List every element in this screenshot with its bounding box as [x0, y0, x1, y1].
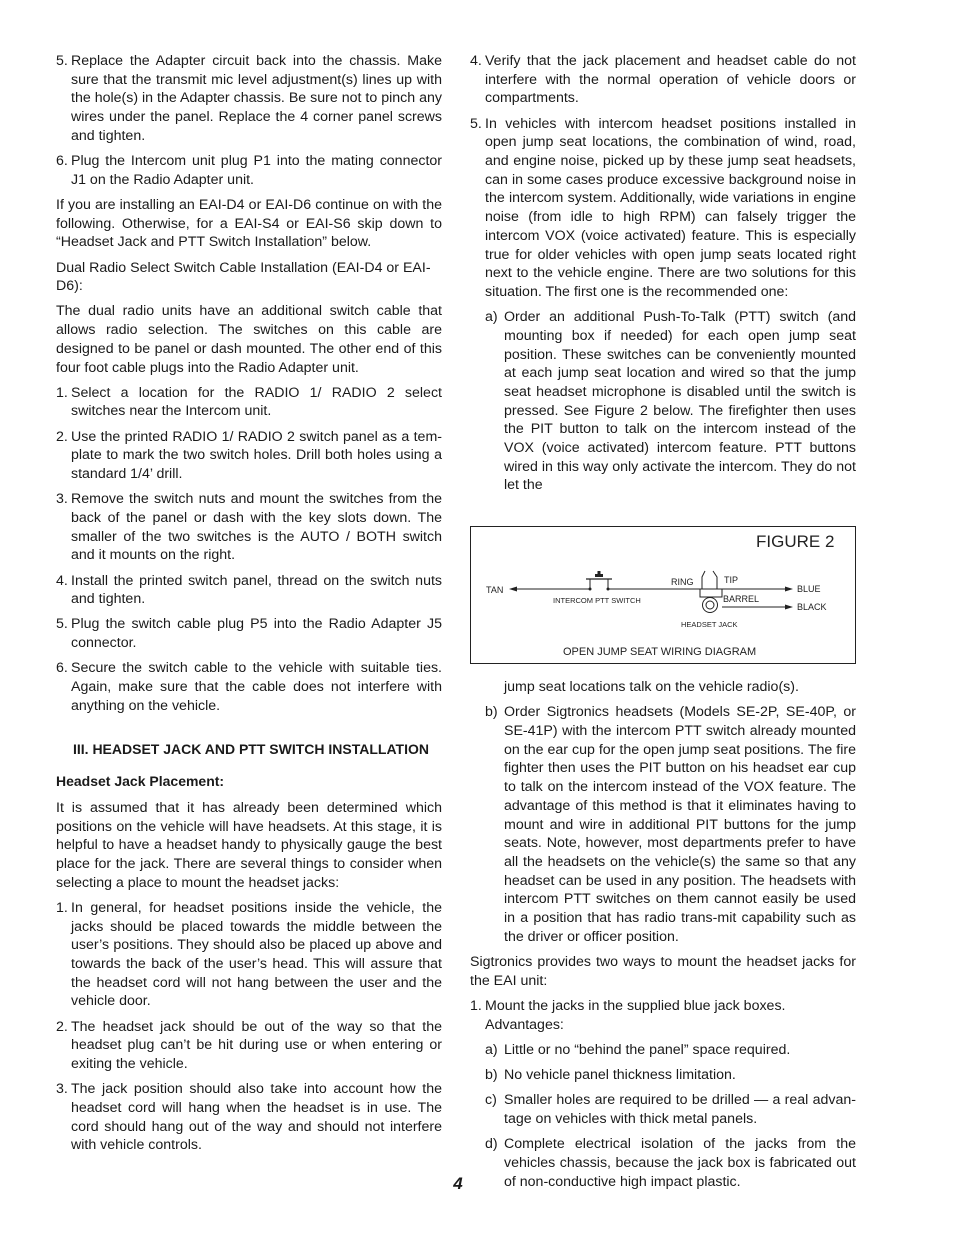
sub-list-item: b) Order Sigtronics headsets (Models SE-2P, SE-40P, or SE-41P) with the intercom PTT switch already mounted on the ear cup for the open jump seat positions. The fire fighter then uses the PIT button on his headset ear cup to talk on the intercom instead of the VOX feature. The advantage of this method is that it eliminates having to mount and wire in additional PIT buttons for the jump seats. Note, however, most departments prefer to have all the headsets on the vehicle(s) the same so that any headset can be used in any position. The headsets with intercom PTT switches on them cannot easily be used in a position that has radio trans-mit capability such as the driver or officer position.	[485, 704, 856, 945]
sub-list-item: a) Order an additional Push-To-Talk (PTT) switch (and mounting box if needed) for each open jump seat position. These switches can be conveniently mounted at each jump seat location and wired so that the jump seat headset microphone is disabled until the switch is pressed. See Figure 2 below. The firefighter then uses the PIT button to talk on the intercom instead of the VOX (voice activated) intercom feature. PTT buttons wired in this way only activate the intercom. They do not let the	[485, 309, 856, 494]
paragraph: It is assumed that it has already been determined which positions on the vehicle will have headsets. At this stage, it is helpful to have a headset handy to physically gauge the best place for the jack. There are several things to consider when selecting a place to mount the headset jacks:	[56, 799, 442, 891]
list-item: 3. Remove the switch nuts and mount the switches from the back of the panel or dash with the key slots down. The smaller of the two switches is the AUTO / BOTH switch and it mounts on the right.	[56, 491, 442, 564]
blue-arrow-icon	[785, 587, 793, 592]
switch-plunger-icon	[598, 571, 601, 574]
list-item: 1. Mount the jacks in the supplied blue jack boxes. Advantages:	[470, 997, 786, 1033]
ring-label: RING	[671, 577, 694, 588]
list-item: 6. Plug the Intercom unit plug P1 into the mating connector J1 on the Radio Adapter unit.	[56, 153, 442, 188]
jack-body	[700, 589, 722, 597]
list-item: 2. Use the printed RADIO 1/ RADIO 2 switch panel as a tem-plate to mark the two switch holes. Drill both holes using a standard 1/4’ drill.	[56, 428, 442, 483]
sub-list-item-continued: jump seat locations talk on the vehicle radio(s).	[504, 679, 799, 696]
list-item: 1. In general, for headset positions inside the vehicle, the jacks should be placed towards the middle between the user’s positions. They should also be placed up above and towards the back of the user’s head. This will assure that the headset cord will not hang between the user and the vehicle door.	[56, 899, 442, 1010]
black-label: BLACK	[797, 602, 827, 613]
switch-button-icon	[595, 574, 603, 577]
list-item: 4. Install the printed switch panel, thread on the switch nuts and tighten.	[56, 572, 442, 608]
tan-arrow-icon	[509, 587, 517, 592]
barrel-label: BARREL	[723, 594, 760, 605]
jack-ring-contact	[702, 571, 705, 589]
figure-title: FIGURE 2	[756, 532, 835, 552]
paragraph: Dual Radio Select Switch Cable Installation (EAI-D4 or EAI-D6):	[56, 259, 431, 295]
list-item: 1. Select a location for the RADIO 1/ RADIO 2 select switches near the Intercom unit.	[56, 384, 442, 420]
list-item: 5. Replace the Adapter circuit back into the chassis. Make sure that the transmit mic level adjustment(s) lines up with the hole(s) in the Adapter chassis. Be sure not to pinch any wires under the panel. Replace the 4 corner panel screws and tighten.	[56, 53, 442, 144]
sub-list-item: b) No vehicle panel thickness limitation.	[485, 1067, 736, 1084]
page-number: 4	[453, 1174, 463, 1193]
list-item: 5. In vehicles with intercom headset positions installed in open jump seat locations, the combination of wind, road, and engine noise, picked up by these jump seat headsets, can in some cases produce excessive background noise in the intercom system. Additionally, wide variations in engine noise (from idle to high RPM) can falsely trigger the intercom VOX (voice activated) feature. This is especially true for older vehicles with open jump seats located right next to the vehicle engine. There are two solutions for this situation. The first one is the recommended one:	[470, 115, 856, 300]
figure-caption: OPEN JUMP SEAT WIRING DIAGRAM	[563, 646, 757, 659]
paragraph: Sigtronics provides two ways to mount the headset jacks for the EAI unit:	[470, 954, 856, 989]
right-column	[470, 52, 856, 1198]
paragraph: The dual radio units have an additional switch cable that allows radio selection. The switches on this cable are designed to be panel or dash mounted. The other end of this four foot cable plugs into the Radio Adapter unit.	[56, 303, 442, 376]
jack-label: HEADSET JACK	[681, 620, 738, 630]
list-item: 5. Plug the switch cable plug P5 into the Radio Adapter J5 connector.	[56, 616, 442, 652]
list-item: 3. The jack position should also take into account how the headset cord will hang when the headset is in use. The cord should hang out of the way and should not interfere with vehicle controls.	[56, 1081, 442, 1154]
list-item: 6. Secure the switch cable to the vehicle with suitable ties. Again, make sure that the cable does not interfere with anything on the vehicle.	[56, 660, 442, 714]
subheading: Headset Jack Placement:	[56, 773, 225, 790]
jack-tip-contact	[713, 571, 717, 589]
tip-label: TIP	[724, 575, 739, 586]
list-item: 4. Verify that the jack placement and headset cable do not interfere with the normal operation of vehicle doors or compartments.	[470, 53, 856, 107]
tan-label: TAN	[486, 585, 504, 596]
jack-socket-inner-icon	[706, 601, 714, 609]
sub-list-item: d) Complete electrical isolation of the jacks from the vehicles chassis, because the jack box is fabricated out of non-conductive high impact plastic.	[485, 1136, 856, 1190]
paragraph: If you are installing an EAI-D4 or EAI-D6 continue on with the following. Otherwise, for a EAI-S4 or EAI-S6 skip down to “Headset Jack and PTT Switch Installation” below.	[56, 196, 442, 251]
black-arrow-icon	[785, 605, 793, 610]
wiring-diagram-svg	[471, 527, 855, 663]
section-heading: III. HEADSET JACK AND PTT SWITCH INSTALLATION	[73, 740, 429, 757]
sub-list-item: c) Smaller holes are required to be drilled — a real advan-tage on vehicles with thick metal panels.	[485, 1092, 856, 1127]
list-item: 2. The headset jack should be out of the way so that the headset plug can’t be hit during use or when entering or exiting the vehicle.	[56, 1018, 442, 1073]
switch-label: INTERCOM PTT SWITCH	[553, 596, 641, 606]
sub-list-item: a) Little or no “behind the panel” space required.	[485, 1041, 791, 1058]
blue-label: BLUE	[797, 584, 821, 595]
left-column	[56, 52, 442, 1162]
wiring-diagram	[470, 526, 856, 664]
